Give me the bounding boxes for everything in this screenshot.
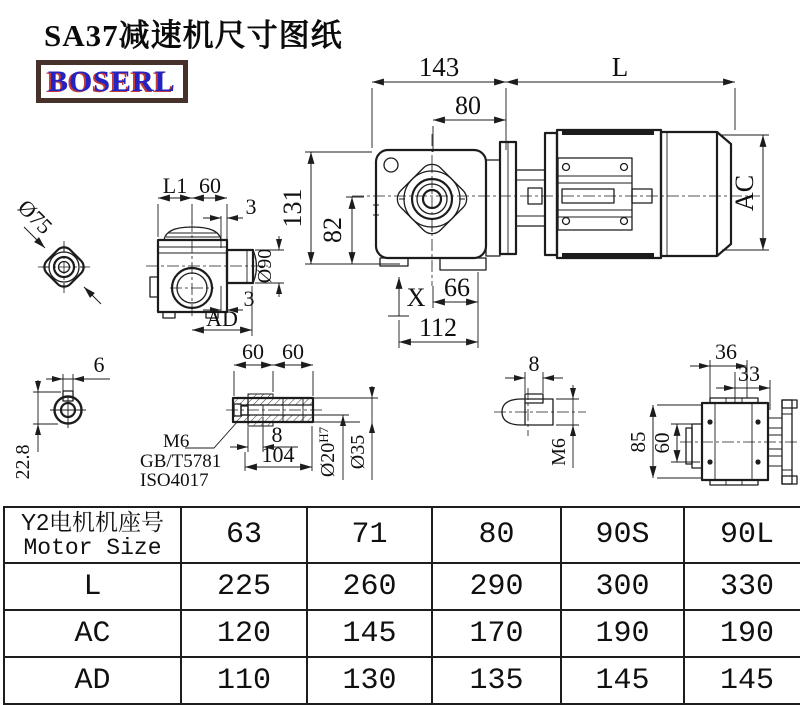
- motor-size-table: [3, 506, 800, 705]
- output-key-section: [494, 351, 586, 468]
- dim-phi20: [316, 426, 339, 477]
- dim-8-shaft: 8: [271, 422, 283, 447]
- cell-L-80: 290: [432, 563, 561, 610]
- table-row-L: [4, 563, 800, 610]
- dim-104: 104: [261, 442, 295, 467]
- label-std2: ISO4017: [140, 470, 209, 491]
- cell-AC-80: 170: [432, 610, 561, 657]
- output-boss: [227, 250, 253, 283]
- cell-AD-63: 110: [181, 657, 307, 704]
- brand-logo-text: BOSERL: [48, 65, 176, 98]
- cell-L-90L: 330: [684, 563, 800, 610]
- dim-X: X: [406, 283, 426, 312]
- dim-phi35: Ø35: [347, 434, 369, 470]
- col-71: 71: [307, 507, 432, 563]
- cell-AC-90S: 190: [561, 610, 684, 657]
- dim-131: 131: [278, 188, 307, 228]
- cell-AC-90L: 190: [684, 610, 800, 657]
- table-row-AD: [4, 657, 800, 704]
- flange-corner-hole: [384, 158, 398, 172]
- cell-AC-63: 120: [181, 610, 307, 657]
- table-header-label: [4, 507, 181, 563]
- dim-8-key: 8: [528, 351, 540, 376]
- motor-fan-cover: [717, 132, 731, 256]
- dim-3-bottom: 3: [243, 286, 255, 311]
- dim-6: 6: [93, 352, 105, 377]
- dim-M6-key: M6: [548, 438, 570, 466]
- cell-L-63: 225: [181, 563, 307, 610]
- rear-view: [626, 339, 799, 485]
- cell-AC-71: 145: [307, 610, 432, 657]
- table-row-AC: [4, 610, 800, 657]
- hollow-shaft-detail: [140, 339, 378, 491]
- cell-L-71: 260: [307, 563, 432, 610]
- dim-3-top: 3: [245, 194, 257, 219]
- dim-phi75: Ø75: [13, 194, 58, 239]
- col-80: 80: [432, 507, 561, 563]
- dim-60a: 60: [242, 339, 264, 364]
- dim-60b: 60: [282, 339, 304, 364]
- table-header-cn: Y2电机机座号: [20, 509, 165, 536]
- dim-AC: AC: [730, 174, 759, 212]
- col-63: 63: [181, 507, 307, 563]
- shaft-key-section: [12, 352, 110, 480]
- table-header-row: [4, 507, 800, 563]
- cell-AD-71: 130: [307, 657, 432, 704]
- dim-L1: L1: [162, 173, 188, 198]
- col-90L: 90L: [684, 507, 800, 563]
- table-header-en: Motor Size: [23, 534, 162, 561]
- dim-22-8: 22.8: [12, 444, 34, 480]
- dim-60-rear: 60: [650, 432, 674, 454]
- cell-L-90S: 300: [561, 563, 684, 610]
- cell-AD-90L: 145: [684, 657, 800, 704]
- label-M6: M6: [163, 431, 190, 452]
- dim-82: 82: [318, 217, 347, 243]
- row-label-AC: AC: [4, 610, 181, 657]
- dim-phi20-value: Ø20: [317, 442, 339, 478]
- cell-AD-90S: 145: [561, 657, 684, 704]
- dim-60-side: 60: [199, 173, 221, 198]
- label-std1: GB/T5781: [140, 451, 222, 472]
- row-label-L: L: [4, 563, 181, 610]
- cell-AD-80: 135: [432, 657, 561, 704]
- flange-view: [13, 194, 101, 304]
- col-90S: 90S: [561, 507, 684, 563]
- dim-phi20-tolerance: H7: [316, 426, 331, 443]
- page-title: SA37减速机尺寸图纸: [44, 18, 343, 53]
- dim-85: 85: [626, 431, 650, 453]
- dim-phi90: Ø90: [254, 248, 276, 284]
- main-view-gearmotor: [352, 130, 760, 286]
- dim-143: 143: [418, 52, 460, 82]
- main-view-dimensions: [278, 52, 769, 348]
- dim-33: 33: [738, 361, 760, 386]
- dim-112: 112: [418, 313, 458, 342]
- row-label-AD: AD: [4, 657, 181, 704]
- dim-AD: AD: [206, 306, 238, 331]
- motor-body: [557, 130, 661, 258]
- dim-80: 80: [455, 91, 481, 120]
- dim-L: L: [611, 52, 629, 82]
- dim-66: 66: [444, 273, 470, 302]
- dim-36: 36: [715, 339, 737, 364]
